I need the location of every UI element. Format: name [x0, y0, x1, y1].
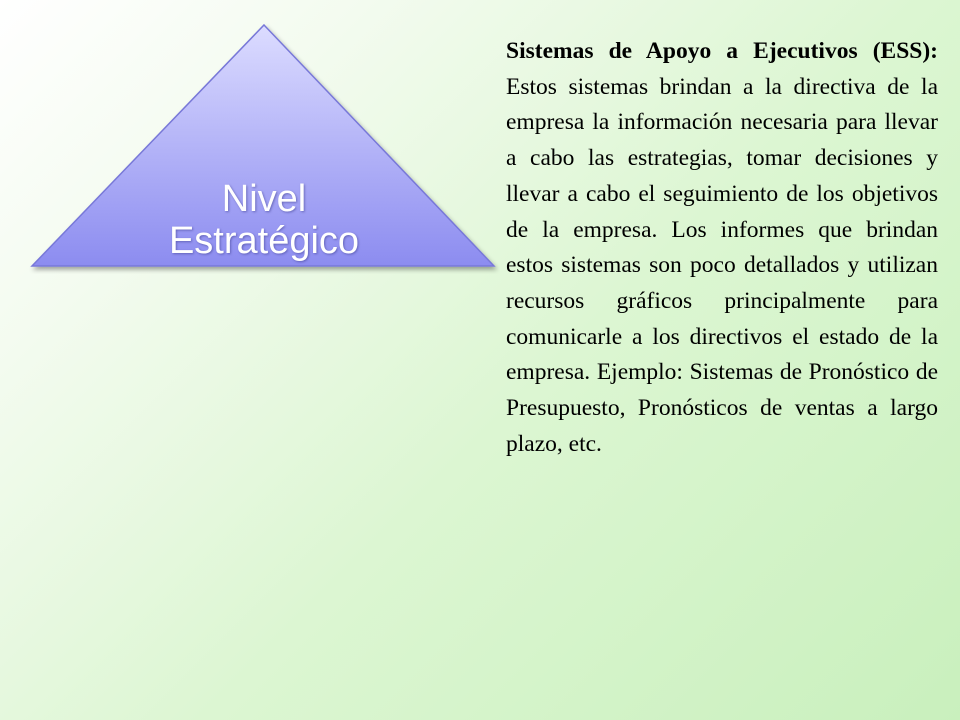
pyramid-label-line2: Estratégico	[168, 220, 360, 262]
ess-description-lead: Sistemas de Apoyo a Ejecutivos (ESS):	[506, 38, 938, 64]
pyramid-label	[114, 178, 414, 262]
strategic-level-pyramid	[28, 22, 500, 274]
ess-description-body: Estos sistemas brindan a la directiva de la empresa la información necesaria para llevar a cabo las estrategias, tomar decisiones y llevar a cabo el seguimiento de los objetivos de la empresa. Los informes que brindan estos sistemas son poco detallados y utilizan recursos gráficos principalmente para comunicarle a los directivos el estado de la empresa. Ejemplo: Sistemas de Pronóstico de Presupuesto, Pronósticos de ventas a largo plazo, etc.	[506, 73, 938, 457]
ess-description	[506, 34, 938, 462]
pyramid-label-line1: Nivel	[221, 178, 307, 220]
